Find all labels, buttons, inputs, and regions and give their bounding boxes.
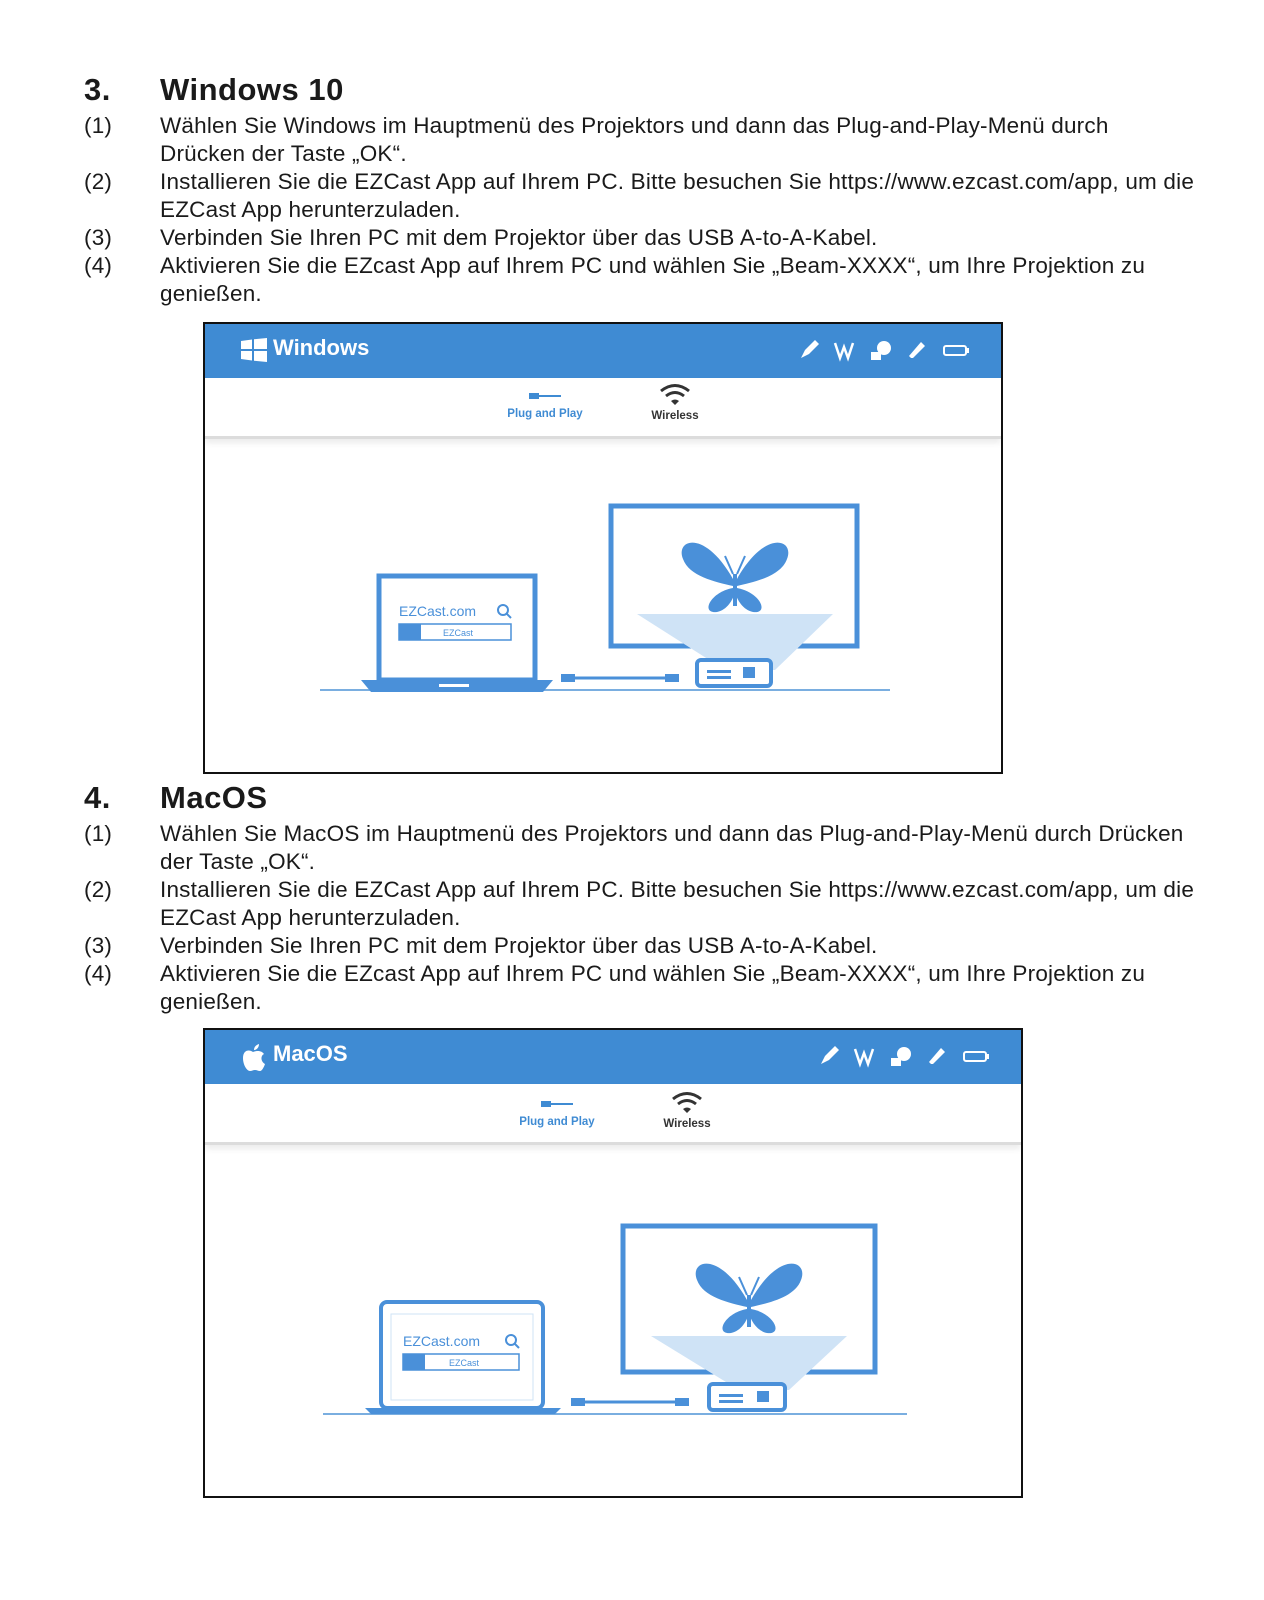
laptop-button-label: EZCast [449, 1358, 480, 1368]
section-number: 3. [84, 72, 111, 107]
connection-illustration [205, 1030, 1021, 1496]
screen-title: Windows [273, 335, 370, 360]
usb-cable [561, 674, 575, 682]
step-number: (4) [84, 961, 113, 986]
tab-label: Plug and Play [507, 408, 583, 420]
step-number: (1) [84, 113, 113, 138]
laptop-button-label: EZCast [443, 628, 474, 638]
step-text: Installieren Sie die EZCast App auf Ihrem PC. Bitte besuchen Sie https://www.ezcast.com/app, um die EZCast App herunterzuladen. [160, 169, 1195, 222]
macos-screenshot [203, 1028, 1023, 1498]
step-number: (3) [84, 933, 113, 958]
laptop-url: EZCast.com [399, 603, 477, 619]
step-text: Aktivieren Sie die EZcast App auf Ihrem PC und wählen Sie „Beam-XXXX“, um Ihre Projektion zu genießen. [160, 961, 1146, 1014]
step-number: (3) [84, 225, 113, 250]
step-number: (1) [84, 821, 113, 846]
connection-illustration [205, 324, 1001, 772]
step-text: Wählen Sie MacOS im Hauptmenü des Projektors und dann das Plug-and-Play-Menü durch Drücken der Taste „OK“. [160, 821, 1184, 874]
tab-label: Plug and Play [519, 1116, 595, 1128]
section-title: Windows 10 [160, 72, 344, 107]
tab-label: Wireless [651, 410, 699, 422]
step-number: (4) [84, 253, 113, 278]
laptop [365, 1302, 561, 1414]
step-number: (2) [84, 169, 113, 194]
step-text: Aktivieren Sie die EZcast App auf Ihrem PC und wählen Sie „Beam-XXXX“, um Ihre Projektion zu genießen. [160, 253, 1146, 306]
tab-label: Wireless [663, 1118, 711, 1130]
laptop [361, 576, 553, 692]
step-number: (2) [84, 877, 113, 902]
download-icon [403, 1354, 425, 1370]
step-text: Wählen Sie Windows im Hauptmenü des Projektors und dann das Plug-and-Play-Menü durch Drücken der Taste „OK“. [160, 113, 1109, 166]
section-title: MacOS [160, 780, 268, 815]
laptop-url: EZCast.com [403, 1333, 481, 1349]
step-text: Verbinden Sie Ihren PC mit dem Projektor über das USB A-to-A-Kabel. [160, 933, 878, 958]
usb-cable [571, 1398, 585, 1406]
screen-title: MacOS [273, 1041, 348, 1066]
download-icon [399, 624, 421, 640]
windows-screenshot [203, 322, 1003, 774]
step-text: Installieren Sie die EZCast App auf Ihrem PC. Bitte besuchen Sie https://www.ezcast.com/app, um die EZCast App herunterzuladen. [160, 877, 1195, 930]
section-number: 4. [84, 780, 111, 815]
step-text: Verbinden Sie Ihren PC mit dem Projektor über das USB A-to-A-Kabel. [160, 225, 878, 250]
